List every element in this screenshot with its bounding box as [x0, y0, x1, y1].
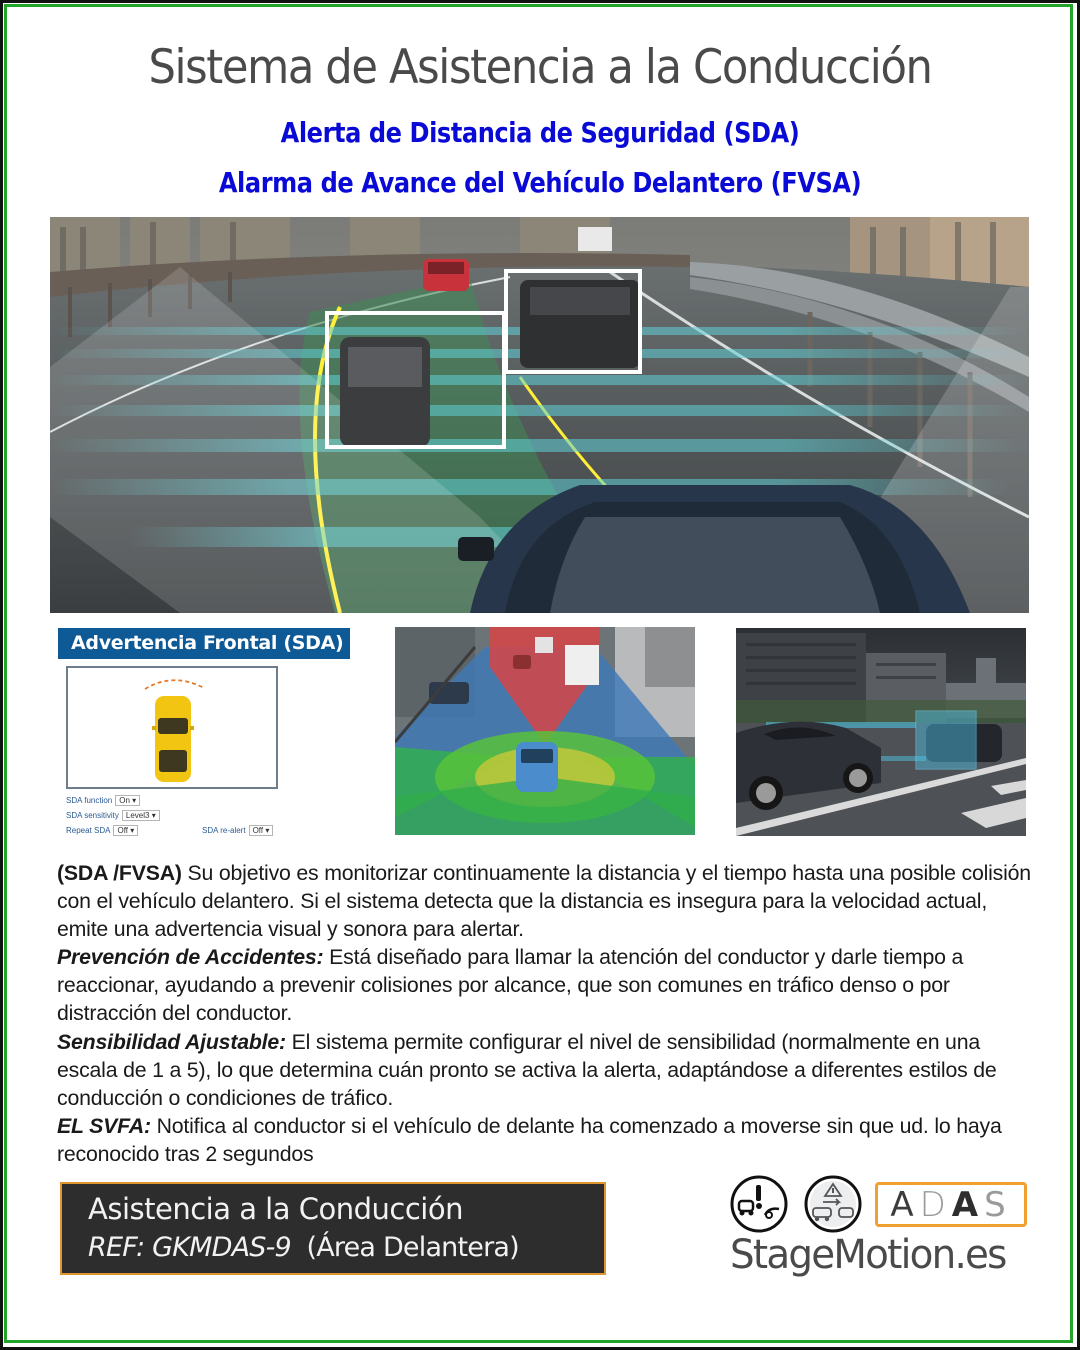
subtitle-fvsa: Alarma de Avance del Vehículo Delantero (FVSA) — [218, 166, 862, 199]
paragraph-adjustable-sensitivity: Sensibilidad Ajustable: El sistema permite configurar el nivel de sensibilidad (normalmente en una escala de 1 a 5), lo que determina cuán pronto se activa la alerta, adaptándose a diferentes estilos de conducción o condiciones de tráfico. — [57, 1029, 997, 1110]
sda-realert-select[interactable]: Off ▾ — [249, 825, 274, 836]
sda-function-setting — [66, 795, 140, 806]
radar-zones-image — [395, 627, 695, 835]
driver-alert-icon — [732, 1177, 786, 1231]
page-title: Sistema de Asistencia a la Conducción — [148, 40, 932, 95]
brand-icons — [729, 1175, 869, 1240]
brand-website[interactable]: StageMotion.es — [730, 1232, 1006, 1278]
adas-logo: A D A S — [875, 1182, 1027, 1227]
sda-sensitivity-label: SDA sensitivity — [66, 811, 119, 820]
sda-function-select[interactable]: On ▾ — [115, 795, 140, 806]
repeat-sda-select[interactable]: Off ▾ — [113, 825, 138, 836]
sda-sensitivity-setting — [66, 810, 160, 821]
subtitle-sda: Alerta de Distancia de Seguridad (SDA) — [280, 116, 800, 149]
description-text — [57, 859, 1042, 1168]
vehicle-detection-image — [736, 628, 1026, 836]
sda-car-diagram — [66, 666, 278, 789]
sda-settings-panel — [58, 628, 350, 840]
product-ref: REF: GKMDAS-9 (Área Delantera) — [88, 1232, 519, 1263]
repeat-sda-setting — [66, 825, 138, 836]
hero-image — [50, 217, 1029, 613]
product-reference-box — [60, 1182, 606, 1275]
sda-panel-header: Advertencia Frontal (SDA) — [58, 628, 350, 659]
paragraph-svfa: EL SVFA: Notifica al conductor si el vehículo de delante ha comenzado a moverse sin que ud. lo haya reconocido tras 2 segundos — [57, 1113, 1002, 1166]
collision-warning-icon — [806, 1177, 860, 1231]
sda-realert-setting — [202, 825, 273, 836]
product-name: Asistencia a la Conducción — [88, 1192, 463, 1226]
paragraph-accident-prevention: Prevención de Accidentes: Está diseñado para llamar la atención del conductor y darle tiempo a reaccionar, ayudando a prevenir colisiones por alcance, que son comunes en tráfico denso o por distracción del conductor. — [57, 945, 964, 1026]
repeat-sda-label: Repeat SDA — [66, 826, 111, 835]
paragraph-purpose: (SDA /FVSA) Su objetivo es monitorizar continuamente la distancia y el tiempo hasta una posible colisión con el vehículo delantero. Si el sistema detecta que la distancia es insegura para la velocidad actual, emite una advertencia visual y sonora para alertar. — [57, 861, 1031, 942]
sda-sensitivity-select[interactable]: Level3 ▾ — [122, 810, 160, 821]
sda-realert-label: SDA re-alert — [202, 826, 246, 835]
sda-function-label: SDA function — [66, 796, 113, 805]
